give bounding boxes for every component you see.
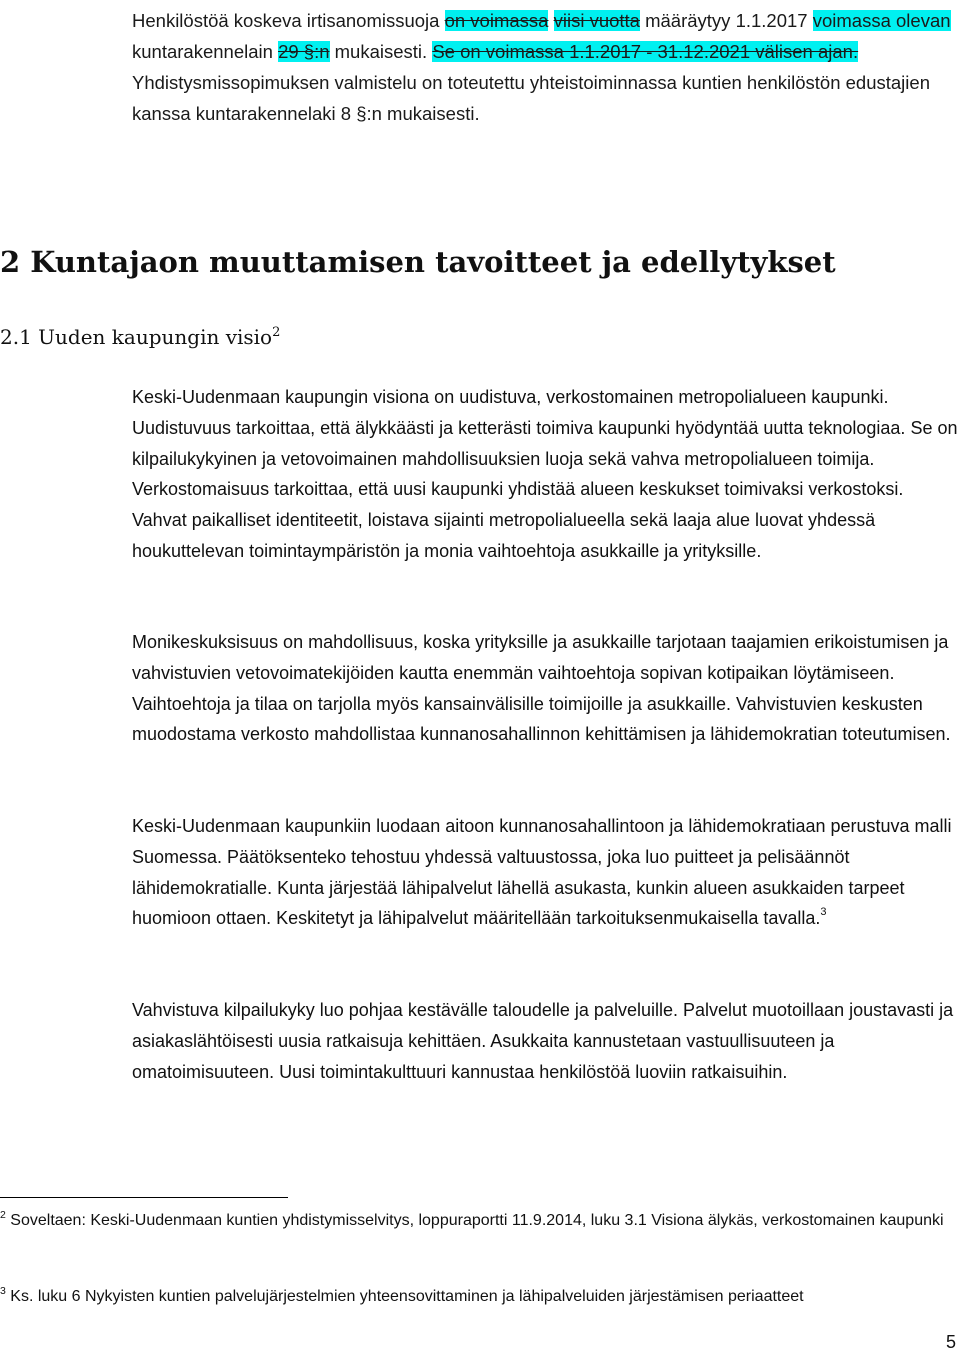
body-text: Keski-Uudenmaan kaupunkiin luodaan aitoon kunnanosahallintoon ja lähidemokratiaan perustuva malli Suomessa. Päätöksenteko tehostuu yhdessä valtuustossa, joka luo puitteet ja pelisäännöt lähidemokratialle. Kunta järjestää lähipalvelut lähellä asukasta, kunkin alueen asukkaiden tarpeet huomioon ottaen. Keskitetyt ja lähipalvelut määritellään tarkoituksenmukaisella tavalla.	[132, 816, 952, 929]
page-number: 5	[945, 1332, 956, 1352]
footnote-number: 3	[0, 1285, 6, 1297]
intro-text: Henkilöstöä koskeva irtisanomissuoja	[132, 10, 445, 31]
footnote	[0, 1207, 960, 1235]
intro-text: mukaisesti.	[329, 41, 433, 62]
deleted-text: viisi vuotta	[553, 10, 640, 31]
footnote-ref: 3	[820, 906, 827, 919]
intro-text: määräytyy 1.1.2017 voimassa olevan	[639, 10, 951, 31]
deleted-text: on voimassa	[444, 10, 549, 31]
intro-text: kuntarakennelain	[132, 41, 279, 62]
footnote-number: 2	[0, 1209, 6, 1221]
footnote-text: Soveltaen: Keski-Uudenmaan kuntien yhdistymisselvitys, loppuraportti 11.9.2014, luku 3.1 Visiona älykäs, verkostomainen kaupunki	[5, 1212, 944, 1229]
intro-text: Yhdistysmissopimuksen valmistelu on toteutettu yhteistoiminnassa kuntien henkilöstön edustajien kanssa kuntarakennelaki 8 §:n mukaisesti.	[132, 72, 930, 124]
footnote-ref: 2	[272, 325, 281, 340]
section-heading: 2 Kuntajaon muuttamisen tavoitteet ja edellytykset	[0, 245, 836, 279]
deleted-text: 29 §:n	[278, 41, 330, 62]
deleted-text: Se on voimassa 1.1.2017 - 31.12.2021 välisen ajan.	[432, 41, 859, 62]
body-paragraph: Monikeskuksisuus on mahdollisuus, koska yrityksille ja asukkaille tarjotaan taajamien erikoistumisen ja vahvistuvien vetovoimatekijöiden kautta enemmän vaihtoehtoja sopivan kotipaikan löytämiseen. Vaihtoehtoja ja tilaa on tarjolla myös kansainvälisille toimijoille ja asukkaille. Vahvistuvien keskusten muodostama verkosto mahdollistaa kunnanosahallinnon kehittämisen ja lähidemokratian toteutumisen.	[132, 632, 951, 745]
highlighted-text: voimassa olevan	[812, 10, 951, 31]
body-paragraph: Keski-Uudenmaan kaupungin visiona on uudistuva, verkostomainen metropolialueen kaupunki. Uudistuvuus tarkoittaa, että älykkäästi ja ketterästi toimiva kaupunki hyödyntää uutta teknologiaa. Se on kilpailukykyinen ja vetovoimainen mahdollisuuksien luoja sekä vahva metropolialueen toimija. Verkostomaisuus tarkoittaa, että uusi kaupunki yhdistää alueen keskukset toimivaksi verkostoksi. Vahvat paikalliset identiteetit, loistava sijainti metropolialueella sekä laaja alue luovat yhdessä houkuttelevan toimintaympäristön ja monia vaihtoehtoja asukkaille ja yrityksille.	[132, 387, 958, 561]
subsection-heading	[0, 320, 280, 354]
body-paragraph	[132, 811, 960, 934]
footnote	[0, 1283, 960, 1311]
intro-paragraph	[132, 5, 960, 129]
body-paragraph: Vahvistuva kilpailukyky luo pohjaa kestävälle taloudelle ja palveluille. Palvelut muotoillaan joustavasti ja asiakaslähtöisesti uusia ratkaisuja kehittäen. Asukkaita kannustetaan vastuullisuuteen ja omatoimisuuteen. Uusi toimintakulttuuri kannustaa henkilöstöä luoviin ratkaisuihin.	[132, 1000, 954, 1082]
footnote-separator	[0, 1197, 288, 1198]
footnote-text: Ks. luku 6 Nykyisten kuntien palvelujärjestelmien yhteensovittaminen ja lähipalveluiden järjestämisen periaatteet	[5, 1288, 804, 1305]
intro-space	[548, 10, 553, 31]
subsection-title: 2.1 Uuden kaupungin visio	[0, 325, 273, 349]
